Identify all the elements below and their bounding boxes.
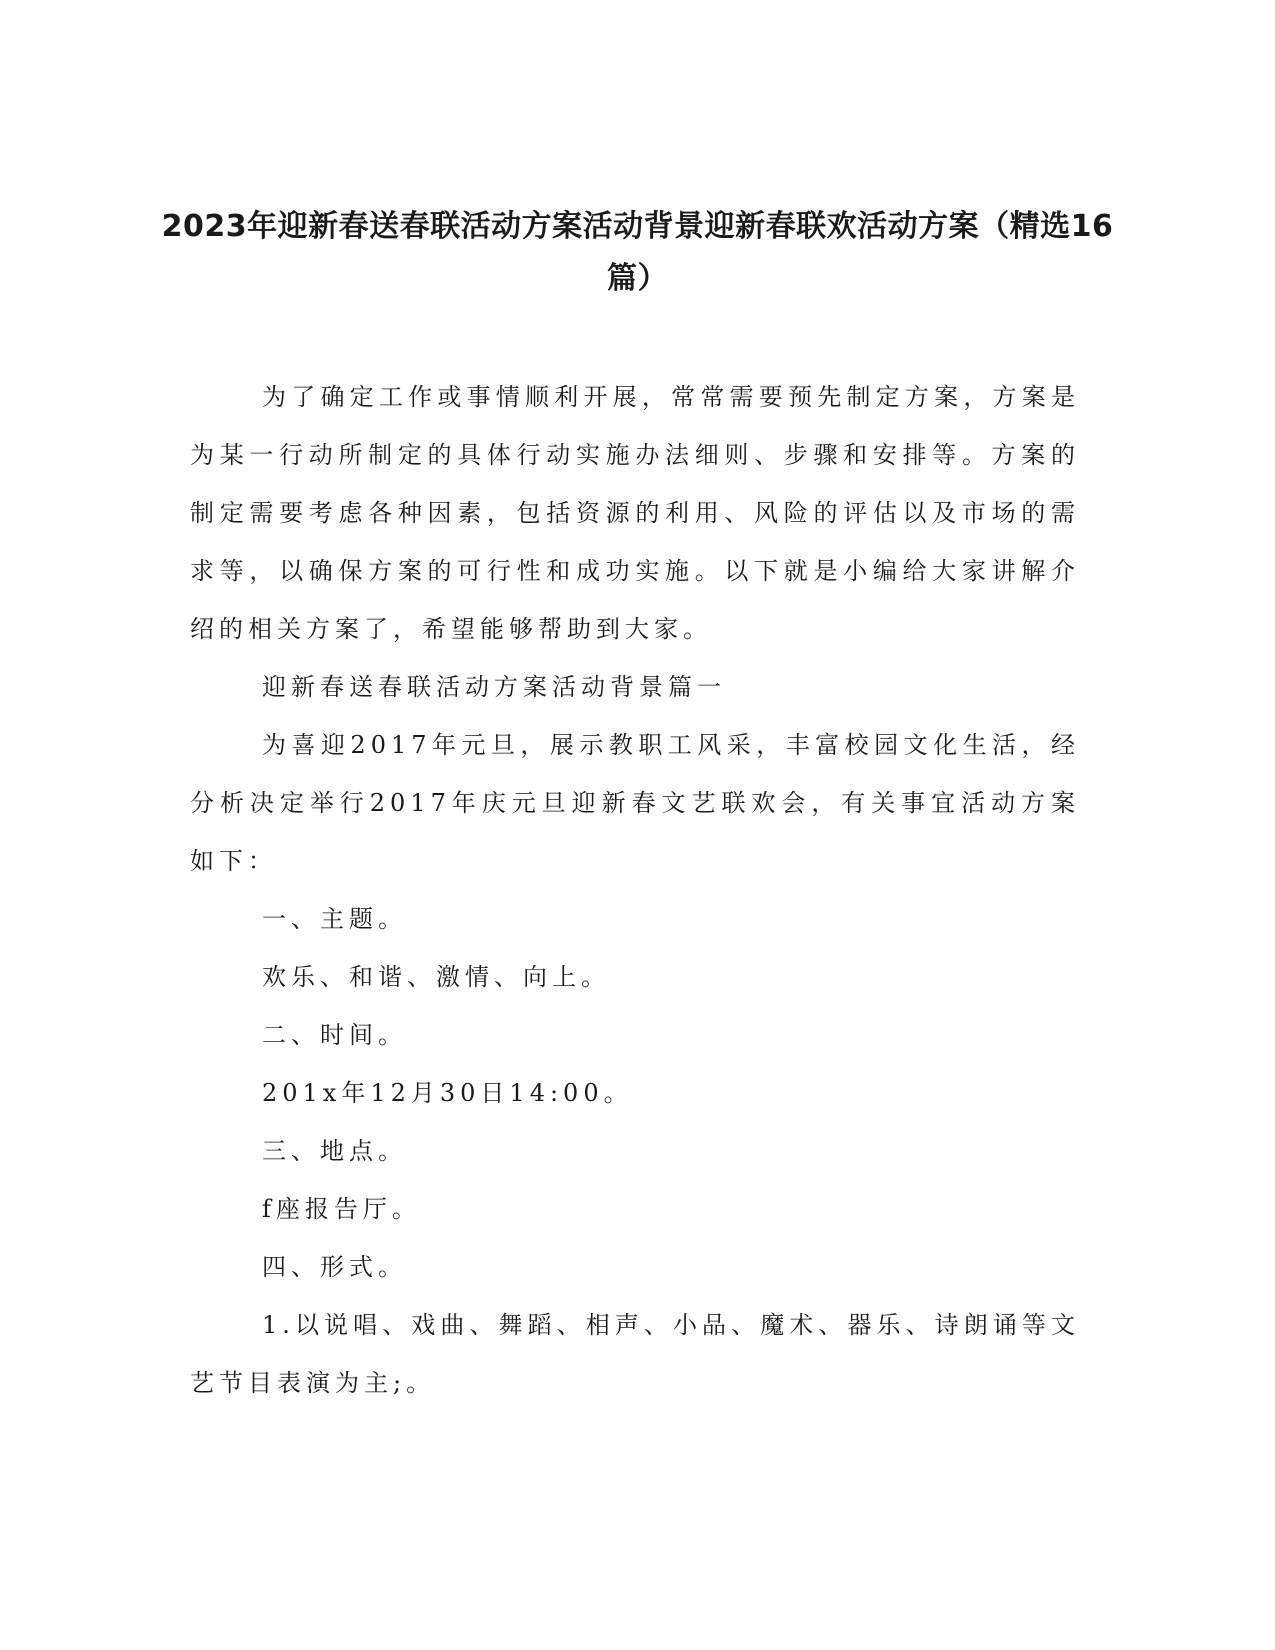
document-body bbox=[190, 368, 1080, 1412]
intro-paragraph: 为了确定工作或事情顺利开展，常常需要预先制定方案，方案是为某一行动所制定的具体行动实施办法细则、步骤和安排等。方案的制定需要考虑各种因素，包括资源的利用、风险的评估以及市场的需求等，以确保方案的可行性和成功实施。以下就是小编给大家讲解介绍的相关方案了，希望能够帮助到大家。 bbox=[190, 383, 1080, 643]
theme-heading: 一、主题。 bbox=[262, 905, 407, 933]
purpose-paragraph: 为喜迎2017年元旦，展示教职工风采，丰富校园文化生活，经分析决定举行2017年庆元旦迎新春文艺联欢会，有关事宜活动方案如下： bbox=[190, 731, 1080, 875]
format-item-1: 1.以说唱、戏曲、舞蹈、相声、小品、魔术、器乐、诗朗诵等文艺节目表演为主;。 bbox=[190, 1311, 1080, 1397]
format-heading: 四、形式。 bbox=[262, 1253, 407, 1281]
document-title: 2023年迎新春送春联活动方案活动背景迎新春联欢活动方案（精选16篇） bbox=[161, 209, 1114, 297]
section-heading: 迎新春送春联活动方案活动背景篇一 bbox=[262, 673, 726, 701]
time-text: 201x年12月30日14:00。 bbox=[262, 1079, 633, 1107]
location-text: f座报告厅。 bbox=[262, 1195, 421, 1223]
time-heading: 二、时间。 bbox=[262, 1021, 407, 1049]
location-heading: 三、地点。 bbox=[262, 1137, 407, 1165]
theme-text: 欢乐、和谐、激情、向上。 bbox=[262, 963, 610, 991]
